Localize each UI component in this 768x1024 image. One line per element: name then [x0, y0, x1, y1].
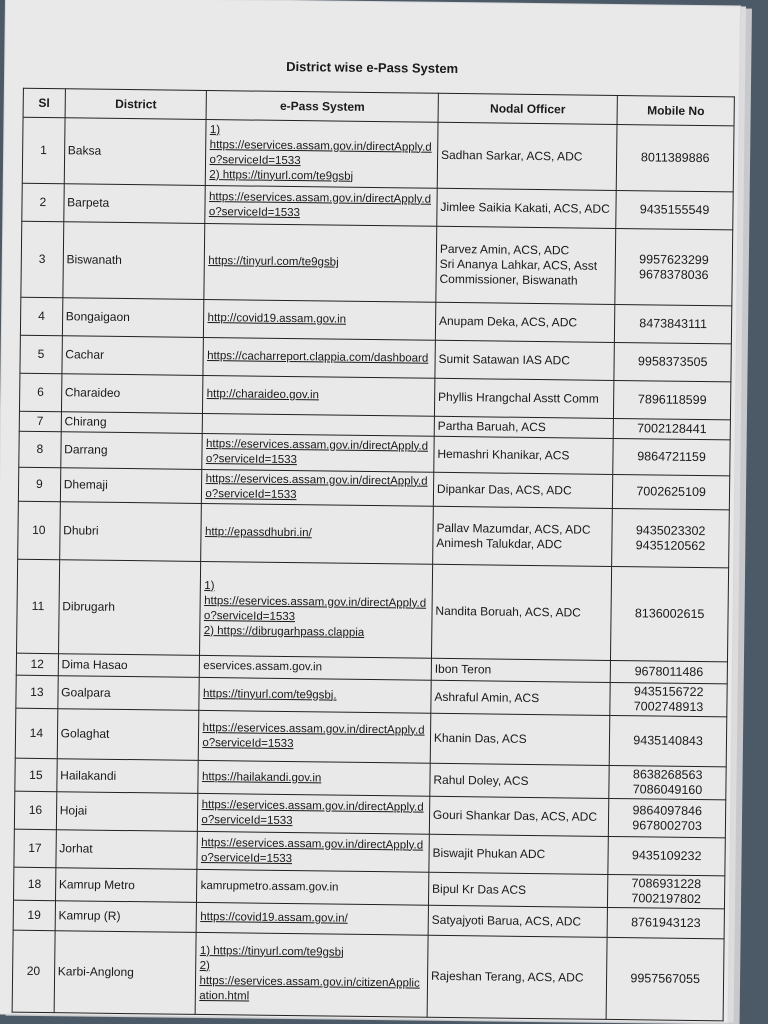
cell-epass-link-line: https://cacharreport.clappia.com/dashboard	[207, 350, 429, 365]
cell-mobile-no	[613, 438, 730, 475]
cell-epass-link[interactable]	[202, 469, 434, 506]
cell-district: Dima Hasao	[58, 654, 200, 678]
cell-sl: 4	[20, 297, 62, 336]
cell-mobile-no-line: 9435023302	[635, 522, 706, 538]
cell-mobile-no	[616, 124, 734, 191]
cell-mobile-no	[608, 836, 725, 875]
cell-sl: 5	[20, 335, 62, 374]
cell-sl: 2	[22, 183, 64, 222]
cell-mobile-no-line: 9435109232	[631, 848, 702, 864]
cell-epass-link-line: 1)	[204, 579, 215, 592]
cell-nodal-officer-line: Nandita Boruah, ACS, ADC	[435, 603, 581, 620]
cell-nodal-officer-line: Khanin Das, ACS	[433, 730, 527, 746]
cell-epass-link-line: https://hailakandi.gov.in	[201, 770, 322, 784]
cell-sl: 6	[19, 373, 61, 412]
cell-mobile-no	[613, 474, 730, 509]
cell-nodal-officer	[433, 506, 613, 566]
table-row	[18, 501, 730, 568]
cell-mobile-no-line: 9435156722	[633, 684, 704, 700]
cell-epass-link-line: 2)	[199, 959, 210, 972]
cell-epass-link	[200, 655, 432, 680]
cell-epass-link-line: eservices.assam.gov.in	[203, 659, 323, 674]
cell-mobile-no-line: 9435120562	[635, 537, 706, 553]
cell-nodal-officer	[430, 763, 610, 798]
cell-nodal-officer	[437, 122, 617, 190]
cell-epass-link[interactable]	[206, 119, 438, 188]
cell-mobile-no	[608, 874, 725, 908]
cell-epass-link-line: https://tinyurl.com/te9gsbj.	[202, 687, 337, 702]
cell-epass-link[interactable]	[200, 561, 433, 658]
cell-nodal-officer	[434, 436, 614, 474]
cell-district: Dibrugarh	[58, 560, 201, 656]
cell-nodal-officer-line: Pallav Mazumdar, ACS, ADC	[436, 520, 591, 537]
cell-epass-link-line: https://eservices.assam.gov.in/directApply.do?serviceId=1533	[205, 437, 429, 466]
cell-epass-link	[203, 413, 435, 436]
cell-epass-link-line: kamrupmetro.assam.gov.in	[200, 879, 339, 894]
cell-district: Baksa	[64, 118, 207, 186]
header-nodal-officer: Nodal Officer	[438, 93, 618, 124]
cell-mobile-no	[610, 660, 727, 683]
cell-nodal-officer-line: Partha Baruah, ACS	[437, 418, 546, 435]
header-epass-system: e-Pass System	[207, 90, 439, 122]
cell-nodal-officer-line: Animesh Talukdar, ADC	[436, 535, 563, 551]
cell-sl: 3	[21, 221, 64, 298]
cell-mobile-no	[615, 304, 732, 343]
cell-district: Kamrup Metro	[55, 868, 197, 903]
cell-nodal-officer-line: Dipankar Das, ACS, ADC	[436, 481, 572, 498]
cell-mobile-no	[614, 342, 731, 381]
header-district: District	[65, 89, 207, 120]
cell-district: Biswanath	[63, 222, 206, 300]
cell-epass-link-line: http://covid19.assam.gov.in	[207, 312, 347, 326]
cell-nodal-officer	[437, 188, 617, 228]
cell-mobile-no-line: 8761943123	[631, 915, 701, 931]
cell-epass-link-line: https://eservices.assam.gov.in/directApply.do?serviceId=1533	[209, 138, 432, 167]
cell-sl: 13	[16, 675, 58, 709]
cell-epass-link[interactable]	[203, 375, 435, 416]
cell-district: Dhemaji	[60, 468, 202, 504]
cell-epass-link-line: http://charaideo.gov.in	[206, 387, 320, 402]
header-mobile-no: Mobile No	[617, 95, 734, 125]
cell-sl: 12	[16, 653, 58, 676]
cell-epass-link[interactable]	[204, 223, 436, 302]
cell-epass-link-line: https://eservices.assam.gov.in/directApply.do?serviceId=1533	[202, 721, 425, 750]
cell-nodal-officer	[435, 340, 615, 380]
cell-sl: 7	[19, 411, 61, 432]
cell-mobile-no-line: 8638268563	[632, 767, 703, 783]
cell-epass-link[interactable]	[199, 677, 431, 713]
cell-district: Dhubri	[59, 502, 201, 562]
cell-epass-link-line: 1)	[209, 123, 221, 136]
cell-epass-link[interactable]	[202, 433, 434, 472]
cell-epass-link-line: https://covid19.assam.gov.in/	[200, 910, 348, 925]
cell-mobile-no-line: 7086931228	[631, 876, 702, 892]
cell-epass-link-line: https://eservices.assam.gov.in/directApply.do?serviceId=1533	[203, 594, 427, 623]
cell-nodal-officer-line: Biswajit Phukan ADC	[432, 845, 546, 862]
cell-sl: 14	[15, 708, 57, 759]
cell-mobile-no-line: 7896118599	[637, 392, 707, 408]
cell-nodal-officer-line: Ibon Teron	[434, 661, 492, 677]
cell-sl: 11	[17, 559, 60, 654]
cell-epass-link[interactable]	[198, 760, 430, 796]
cell-mobile-no-line: 9864721159	[637, 449, 706, 465]
cell-sl: 20	[12, 930, 55, 1013]
cell-nodal-officer	[428, 905, 608, 937]
cell-epass-link[interactable]	[197, 902, 429, 935]
cell-nodal-officer	[435, 302, 615, 342]
cell-district: Bongaigaon	[62, 298, 204, 338]
cell-epass-link-line: 1) https://tinyurl.com/te9gsbj	[199, 944, 344, 959]
cell-nodal-officer-line: Jimlee Saikia Kakati, ACS, ADC	[440, 199, 610, 216]
cell-mobile-no-line: 9957623299	[639, 251, 709, 267]
cell-sl: 1	[22, 117, 64, 184]
cell-nodal-officer-line: Sri Ananya Lahkar, ACS, Asst Commissioner, Biswanath	[439, 256, 598, 288]
cell-mobile-no-line: 7002128441	[637, 421, 707, 437]
cell-nodal-officer	[436, 226, 616, 304]
cell-mobile-no	[614, 380, 731, 419]
cell-mobile-no	[606, 937, 724, 1020]
cell-district: Hailakandi	[57, 759, 199, 794]
table-row	[15, 708, 727, 767]
cell-sl: 16	[14, 791, 56, 830]
cell-epass-link[interactable]	[199, 710, 431, 763]
table-body	[12, 117, 734, 1021]
cell-sl: 17	[14, 829, 56, 868]
cell-epass-link-line: http://epassdhubri.in/	[204, 525, 312, 540]
cell-mobile-no	[609, 765, 726, 799]
cell-epass-link[interactable]	[204, 299, 436, 340]
cell-nodal-officer	[431, 680, 611, 715]
cell-district: Barpeta	[63, 184, 205, 224]
cell-nodal-officer-line: Parvez Amin, ACS, ADC	[439, 241, 570, 258]
cell-nodal-officer	[433, 472, 613, 508]
cell-nodal-officer	[428, 872, 608, 907]
table-row	[21, 221, 733, 306]
cell-district: Chirang	[61, 412, 203, 434]
cell-nodal-officer-line: Rahul Doley, ACS	[433, 772, 529, 788]
cell-mobile-no-line: 9435140843	[633, 733, 703, 749]
cell-sl: 18	[14, 867, 56, 901]
cell-epass-link[interactable]	[203, 337, 435, 378]
table-row	[17, 559, 729, 662]
cell-mobile-no	[612, 508, 729, 567]
cell-mobile-no-line: 9435155549	[639, 202, 710, 218]
cell-mobile-no	[615, 228, 733, 305]
cell-sl: 8	[19, 431, 61, 468]
cell-district: Kamrup (R)	[55, 901, 197, 933]
cell-epass-link[interactable]	[201, 503, 433, 564]
cell-epass-link	[197, 869, 429, 905]
cell-nodal-officer	[434, 416, 614, 438]
cell-nodal-officer	[429, 834, 609, 874]
document-title: District wise e-Pass System	[286, 58, 459, 77]
epass-table	[12, 88, 735, 1022]
cell-sl: 15	[15, 758, 57, 792]
cell-epass-link-line: https://eservices.assam.gov.in/directApply.do?serviceId=1533	[208, 190, 432, 219]
cell-sl: 9	[18, 467, 60, 502]
cell-epass-link[interactable]	[197, 831, 429, 872]
cell-epass-link-line	[206, 423, 430, 426]
cell-mobile-no	[611, 566, 729, 661]
cell-epass-link-line: https://eservices.assam.gov.in/citizenApplication.html	[199, 974, 420, 1003]
cell-mobile-no-line: 7086049160	[632, 782, 703, 798]
cell-mobile-no	[613, 418, 730, 439]
cell-mobile-no-line: 9678002703	[632, 817, 702, 833]
cell-epass-link-line: https://tinyurl.com/te9gsbj	[208, 255, 339, 269]
cell-mobile-no-line: 9678011486	[634, 664, 704, 680]
cell-nodal-officer-line: Hemashri Khanikar, ACS	[437, 446, 570, 463]
cell-nodal-officer-line: Sumit Satawan IAS ADC	[438, 351, 571, 368]
cell-district: Karbi-Anglong	[54, 931, 197, 1015]
cell-mobile-no-line: 8473843111	[639, 316, 708, 332]
cell-district: Hojai	[56, 792, 198, 832]
cell-nodal-officer-line: Rajeshan Terang, ACS, ADC	[430, 968, 584, 985]
cell-district: Goalpara	[58, 676, 200, 711]
cell-mobile-no	[609, 715, 726, 766]
cell-district: Charaideo	[61, 374, 203, 414]
cell-mobile-no-line: 8136002615	[634, 606, 705, 622]
cell-epass-link[interactable]	[205, 185, 437, 226]
cell-mobile-no-line: 8011389886	[640, 150, 710, 166]
cell-sl: 10	[18, 501, 60, 560]
cell-epass-link-line: https://eservices.assam.gov.in/directApply.do?serviceId=1533	[200, 836, 424, 865]
cell-mobile-no-line: 9958373505	[637, 354, 708, 370]
cell-mobile-no-line: 7002748913	[633, 699, 704, 715]
cell-mobile-no-line: 9864097846	[632, 802, 703, 818]
cell-nodal-officer	[429, 796, 609, 836]
cell-mobile-no	[607, 907, 724, 938]
cell-mobile-no-line: 7002625109	[636, 484, 706, 500]
cell-sl: 19	[13, 900, 55, 931]
cell-district: Darrang	[60, 432, 202, 470]
cell-epass-link-line: 2) https://tinyurl.com/te9gsbj	[209, 168, 354, 183]
cell-epass-link[interactable]	[196, 932, 428, 1017]
cell-district: Cachar	[62, 336, 204, 376]
cell-nodal-officer-line: Phyllis Hrangchal Asstt Comm	[438, 389, 599, 406]
cell-nodal-officer	[430, 713, 610, 765]
header-sl: Sl	[23, 88, 65, 118]
cell-mobile-no	[616, 190, 733, 229]
cell-nodal-officer	[427, 935, 607, 1019]
table-row	[12, 930, 724, 1021]
cell-mobile-no-line: 9678378036	[638, 266, 709, 282]
cell-epass-link-line: https://eservices.assam.gov.in/directApply.do?serviceId=1533	[205, 472, 428, 501]
cell-mobile-no	[609, 798, 726, 837]
cell-nodal-officer-line: Anupam Deka, ACS, ADC	[438, 313, 578, 330]
cell-mobile-no	[610, 682, 727, 716]
cell-nodal-officer	[434, 378, 614, 418]
cell-mobile-no-line: 9957567055	[630, 971, 701, 987]
cell-epass-link-line: https://eservices.assam.gov.in/directApply.do?serviceId=1533	[201, 798, 424, 827]
cell-district: Golaghat	[57, 709, 199, 761]
cell-nodal-officer-line: Bipul Kr Das ACS	[431, 881, 527, 897]
cell-nodal-officer-line: Satyajyoti Barua, ACS, ADC	[431, 912, 582, 929]
cell-nodal-officer	[431, 658, 611, 682]
cell-epass-link[interactable]	[198, 793, 430, 834]
cell-nodal-officer-line: Gouri Shankar Das, ACS, ADC	[432, 807, 598, 824]
cell-district: Jorhat	[56, 830, 198, 870]
table-row	[22, 117, 734, 192]
cell-nodal-officer-line: Sadhan Sarkar, ACS, ADC	[440, 147, 583, 164]
cell-nodal-officer-line: Ashraful Amin, ACS	[434, 689, 540, 705]
cell-mobile-no-line: 7002197802	[631, 891, 702, 907]
cell-nodal-officer	[431, 564, 611, 660]
cell-epass-link-line: 2) https://dibrugarhpass.clappia	[203, 624, 365, 639]
